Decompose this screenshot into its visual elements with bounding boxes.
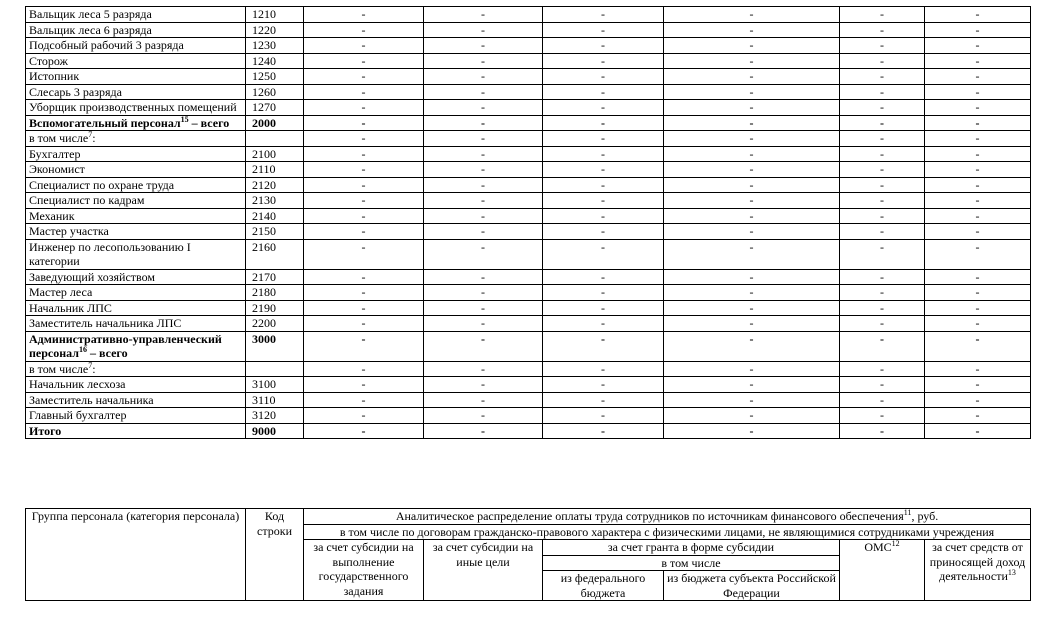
income-header: за счет средств от приносящей доход деятельности$^{13}$ — [925, 540, 1031, 601]
table-row — [26, 269, 1031, 285]
value-cell: - — [304, 38, 424, 54]
table-row — [26, 316, 1031, 332]
row-name: Итого — [26, 423, 246, 439]
value-cell: - — [543, 146, 664, 162]
row-code: 2120 — [246, 177, 304, 193]
state-task-header: за счет субсидии на выполнение государственного задания — [304, 540, 424, 601]
row-code: 1270 — [246, 100, 304, 116]
row-name: Вальщик леса 5 разряда — [26, 7, 246, 23]
value-cell: - — [925, 193, 1031, 209]
row-name: Подсобный рабочий 3 разряда — [26, 38, 246, 54]
value-cell: - — [664, 115, 840, 131]
value-cell: - — [664, 131, 840, 147]
value-cell: - — [840, 100, 925, 116]
value-cell: - — [664, 69, 840, 85]
value-cell: - — [925, 177, 1031, 193]
value-cell: - — [424, 423, 543, 439]
value-cell: - — [304, 361, 424, 377]
value-cell: - — [664, 193, 840, 209]
value-cell: - — [304, 239, 424, 269]
value-cell: - — [840, 115, 925, 131]
value-cell: - — [424, 331, 543, 361]
value-cell: - — [925, 269, 1031, 285]
row-code: 1260 — [246, 84, 304, 100]
value-cell: - — [424, 269, 543, 285]
value-cell: - — [543, 392, 664, 408]
row-name: Заведующий хозяйством — [26, 269, 246, 285]
value-cell: - — [543, 269, 664, 285]
value-cell: - — [543, 84, 664, 100]
value-cell: - — [664, 22, 840, 38]
value-cell: - — [925, 84, 1031, 100]
value-cell: - — [304, 224, 424, 240]
value-cell: - — [543, 239, 664, 269]
row-code: 2150 — [246, 224, 304, 240]
value-cell: - — [925, 53, 1031, 69]
value-cell: - — [543, 22, 664, 38]
value-cell: - — [840, 285, 925, 301]
value-cell: - — [424, 22, 543, 38]
value-cell: - — [925, 131, 1031, 147]
oms-header: ОМС$^{12}$ — [840, 540, 925, 601]
value-cell: - — [664, 7, 840, 23]
value-cell: - — [664, 331, 840, 361]
value-cell: - — [840, 177, 925, 193]
row-name: Мастер леса — [26, 285, 246, 301]
grant-header: за счет гранта в форме субсидии — [543, 540, 840, 556]
value-cell: - — [925, 361, 1031, 377]
value-cell: - — [424, 316, 543, 332]
value-cell: - — [543, 408, 664, 424]
row-name: Инженер по лесопользованию I категории — [26, 239, 246, 269]
table-row — [26, 177, 1031, 193]
row-code — [246, 131, 304, 147]
row-name: Главный бухгалтер — [26, 408, 246, 424]
value-cell: - — [304, 115, 424, 131]
value-cell: - — [424, 100, 543, 116]
value-cell: - — [424, 115, 543, 131]
value-cell: - — [840, 208, 925, 224]
value-cell: - — [304, 392, 424, 408]
table-row — [26, 408, 1031, 424]
table-row — [26, 131, 1031, 147]
row-name: Специалист по охране труда — [26, 177, 246, 193]
value-cell: - — [304, 208, 424, 224]
value-cell: - — [304, 69, 424, 85]
value-cell: - — [925, 224, 1031, 240]
table-row — [26, 7, 1031, 23]
value-cell: - — [304, 285, 424, 301]
row-code — [246, 361, 304, 377]
row-code: 1210 — [246, 7, 304, 23]
value-cell: - — [424, 69, 543, 85]
value-cell: - — [664, 177, 840, 193]
value-cell: - — [664, 239, 840, 269]
value-cell: - — [840, 7, 925, 23]
row-name: Начальник ЛПС — [26, 300, 246, 316]
value-cell: - — [304, 331, 424, 361]
value-cell: - — [543, 100, 664, 116]
value-cell: - — [543, 285, 664, 301]
value-cell: - — [543, 177, 664, 193]
value-cell: - — [664, 423, 840, 439]
value-cell: - — [925, 38, 1031, 54]
value-cell: - — [664, 316, 840, 332]
value-cell: - — [424, 239, 543, 269]
table-row — [26, 392, 1031, 408]
value-cell: - — [925, 22, 1031, 38]
header-table — [25, 508, 1031, 601]
table-row — [26, 423, 1031, 439]
row-code: 3000 — [246, 331, 304, 361]
value-cell: - — [543, 193, 664, 209]
table-row — [26, 193, 1031, 209]
value-cell: - — [840, 69, 925, 85]
value-cell: - — [543, 331, 664, 361]
value-cell: - — [840, 38, 925, 54]
value-cell: - — [424, 7, 543, 23]
row-code: 1240 — [246, 53, 304, 69]
value-cell: - — [424, 208, 543, 224]
value-cell: - — [424, 38, 543, 54]
including-header: в том числе — [543, 555, 840, 571]
value-cell: - — [664, 285, 840, 301]
value-cell: - — [304, 162, 424, 178]
value-cell: - — [543, 208, 664, 224]
value-cell: - — [543, 224, 664, 240]
value-cell: - — [424, 408, 543, 424]
value-cell: - — [925, 377, 1031, 393]
table-row — [26, 361, 1031, 377]
row-name: Специалист по кадрам — [26, 193, 246, 209]
value-cell: - — [424, 392, 543, 408]
value-cell: - — [925, 69, 1031, 85]
value-cell: - — [925, 285, 1031, 301]
value-cell: - — [664, 377, 840, 393]
value-cell: - — [543, 162, 664, 178]
value-cell: - — [840, 423, 925, 439]
value-cell: - — [840, 162, 925, 178]
value-cell: - — [840, 269, 925, 285]
value-cell: - — [543, 377, 664, 393]
value-cell: - — [840, 53, 925, 69]
row-code: 1230 — [246, 38, 304, 54]
row-code: 2190 — [246, 300, 304, 316]
row-name: Заместитель начальника ЛПС — [26, 316, 246, 332]
table-row — [26, 146, 1031, 162]
row-code: 2100 — [246, 146, 304, 162]
federal-header: из федерального бюджета — [543, 571, 664, 601]
value-cell: - — [304, 300, 424, 316]
value-cell: - — [424, 193, 543, 209]
value-cell: - — [304, 377, 424, 393]
row-name: Административно-управленческий персонал$^{16}$ – всего — [26, 331, 246, 361]
analytic-header: Аналитическое распределение оплаты труда сотрудников по источникам финансового обеспечения$^{11}$, руб. — [304, 509, 1031, 525]
value-cell: - — [304, 22, 424, 38]
row-code: 2130 — [246, 193, 304, 209]
value-cell: - — [543, 53, 664, 69]
value-cell: - — [424, 177, 543, 193]
group-header: Группа персонала (категория персонала) — [26, 509, 246, 601]
value-cell: - — [424, 361, 543, 377]
value-cell: - — [925, 300, 1031, 316]
value-cell: - — [543, 69, 664, 85]
row-code: 2160 — [246, 239, 304, 269]
row-name: Сторож — [26, 53, 246, 69]
value-cell: - — [424, 300, 543, 316]
row-code: 9000 — [246, 423, 304, 439]
table-row — [26, 162, 1031, 178]
value-cell: - — [543, 38, 664, 54]
table-row — [26, 115, 1031, 131]
row-name: Слесарь 3 разряда — [26, 84, 246, 100]
value-cell: - — [925, 408, 1031, 424]
value-cell: - — [925, 162, 1031, 178]
value-cell: - — [424, 377, 543, 393]
value-cell: - — [840, 22, 925, 38]
row-name: в том числе$^7$: — [26, 131, 246, 147]
row-name: в том числе$^7$: — [26, 361, 246, 377]
row-code: 1250 — [246, 69, 304, 85]
value-cell: - — [925, 316, 1031, 332]
value-cell: - — [840, 392, 925, 408]
value-cell: - — [925, 208, 1031, 224]
value-cell: - — [664, 162, 840, 178]
regional-header: из бюджета субъекта Российской Федерации — [664, 571, 840, 601]
value-cell: - — [840, 224, 925, 240]
value-cell: - — [304, 84, 424, 100]
value-cell: - — [424, 224, 543, 240]
value-cell: - — [664, 392, 840, 408]
table-row — [26, 331, 1031, 361]
value-cell: - — [925, 423, 1031, 439]
value-cell: - — [664, 208, 840, 224]
value-cell: - — [664, 269, 840, 285]
other-goals-header: за счет субсидии на иные цели — [424, 540, 543, 601]
row-name: Вальщик леса 6 разряда — [26, 22, 246, 38]
value-cell: - — [304, 146, 424, 162]
value-cell: - — [543, 131, 664, 147]
row-name: Механик — [26, 208, 246, 224]
row-name: Мастер участка — [26, 224, 246, 240]
value-cell: - — [304, 53, 424, 69]
row-code: 2000 — [246, 115, 304, 131]
value-cell: - — [424, 146, 543, 162]
value-cell: - — [925, 392, 1031, 408]
value-cell: - — [543, 316, 664, 332]
table-row — [26, 239, 1031, 269]
value-cell: - — [543, 361, 664, 377]
value-cell: - — [840, 146, 925, 162]
row-code: 3120 — [246, 408, 304, 424]
value-cell: - — [840, 193, 925, 209]
table-row — [26, 300, 1031, 316]
value-cell: - — [664, 146, 840, 162]
value-cell: - — [304, 423, 424, 439]
value-cell: - — [840, 361, 925, 377]
staff-table — [25, 6, 1031, 439]
value-cell: - — [304, 100, 424, 116]
table-row — [26, 22, 1031, 38]
value-cell: - — [840, 239, 925, 269]
value-cell: - — [925, 146, 1031, 162]
table-row — [26, 38, 1031, 54]
row-name: Уборщик производственных помещений — [26, 100, 246, 116]
value-cell: - — [840, 131, 925, 147]
value-cell: - — [925, 239, 1031, 269]
value-cell: - — [664, 84, 840, 100]
gph-header: в том числе по договорам гражданско-правового характера с физическими лицами, не являющимися сотрудниками учреждения — [304, 524, 1031, 540]
row-name: Истопник — [26, 69, 246, 85]
value-cell: - — [664, 408, 840, 424]
table-row — [26, 224, 1031, 240]
code-header: Код строки — [246, 509, 304, 601]
value-cell: - — [840, 331, 925, 361]
value-cell: - — [664, 224, 840, 240]
row-name: Вспомогательный персонал$^{15}$ – всего — [26, 115, 246, 131]
value-cell: - — [543, 7, 664, 23]
value-cell: - — [925, 115, 1031, 131]
value-cell: - — [543, 423, 664, 439]
row-code: 3100 — [246, 377, 304, 393]
value-cell: - — [664, 361, 840, 377]
value-cell: - — [304, 193, 424, 209]
value-cell: - — [840, 377, 925, 393]
table-row — [26, 84, 1031, 100]
table-row — [26, 53, 1031, 69]
value-cell: - — [664, 100, 840, 116]
table-row — [26, 377, 1031, 393]
row-name: Заместитель начальника — [26, 392, 246, 408]
row-code: 2200 — [246, 316, 304, 332]
value-cell: - — [925, 100, 1031, 116]
row-name: Начальник лесхоза — [26, 377, 246, 393]
value-cell: - — [664, 300, 840, 316]
row-name: Бухгалтер — [26, 146, 246, 162]
row-name: Экономист — [26, 162, 246, 178]
value-cell: - — [424, 84, 543, 100]
row-code: 2140 — [246, 208, 304, 224]
row-code: 1220 — [246, 22, 304, 38]
value-cell: - — [304, 408, 424, 424]
row-code: 2180 — [246, 285, 304, 301]
value-cell: - — [840, 316, 925, 332]
value-cell: - — [840, 300, 925, 316]
value-cell: - — [840, 84, 925, 100]
value-cell: - — [664, 53, 840, 69]
value-cell: - — [304, 131, 424, 147]
table-row — [26, 285, 1031, 301]
value-cell: - — [424, 285, 543, 301]
value-cell: - — [925, 7, 1031, 23]
value-cell: - — [543, 115, 664, 131]
value-cell: - — [664, 38, 840, 54]
value-cell: - — [424, 131, 543, 147]
value-cell: - — [304, 269, 424, 285]
value-cell: - — [304, 316, 424, 332]
row-code: 2110 — [246, 162, 304, 178]
table-row — [26, 69, 1031, 85]
value-cell: - — [304, 177, 424, 193]
value-cell: - — [304, 7, 424, 23]
table-row — [26, 208, 1031, 224]
row-code: 2170 — [246, 269, 304, 285]
table-row — [26, 100, 1031, 116]
row-code: 3110 — [246, 392, 304, 408]
value-cell: - — [840, 408, 925, 424]
value-cell: - — [925, 331, 1031, 361]
value-cell: - — [543, 300, 664, 316]
value-cell: - — [424, 162, 543, 178]
value-cell: - — [424, 53, 543, 69]
